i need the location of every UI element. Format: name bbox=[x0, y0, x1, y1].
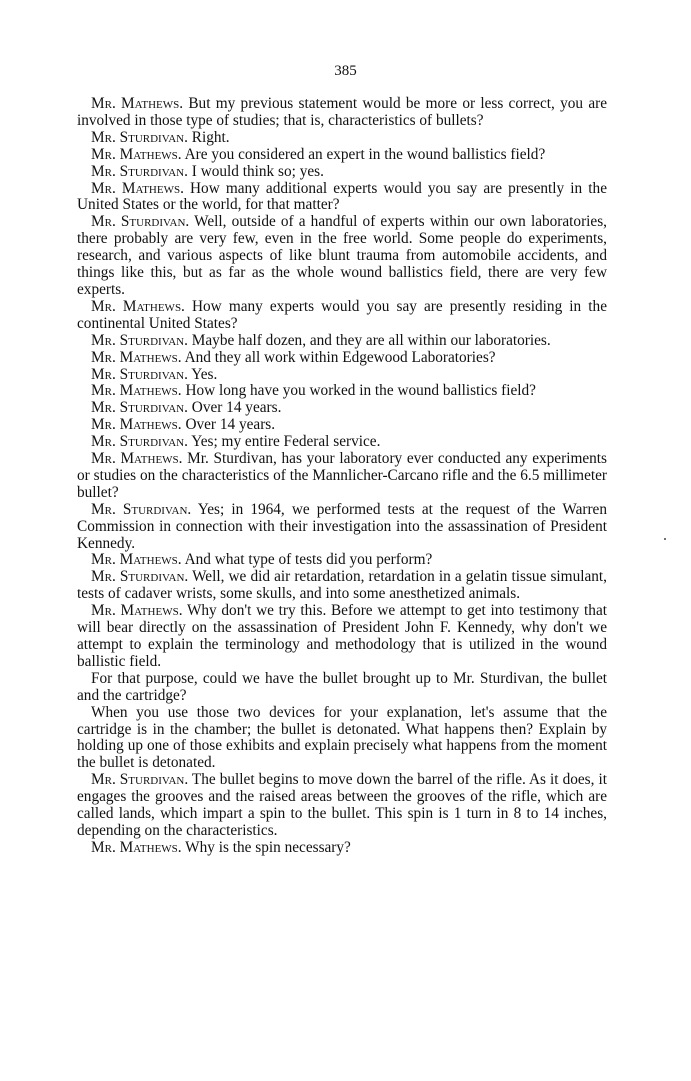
speaker-name: Mr. Mathews. bbox=[91, 416, 182, 434]
transcript-paragraph bbox=[77, 299, 607, 333]
speaker-name: Mr. Mathews. bbox=[91, 95, 184, 112]
transcript-paragraph bbox=[77, 772, 607, 840]
speaker-name: Mr. Sturdivan. bbox=[91, 331, 188, 349]
paragraph-text: Are you considered an expert in the wound ballistics field? bbox=[181, 145, 546, 163]
speaker-name: Mr. Sturdivan. bbox=[91, 568, 189, 586]
paragraph-text: Right. bbox=[187, 128, 230, 146]
transcript-paragraph bbox=[77, 671, 607, 705]
transcript-body bbox=[77, 96, 607, 857]
speaker-name: Mr. Mathews. bbox=[91, 551, 182, 569]
paragraph-text: The bullet begins to move down the barrel of the rifle. As it does, it engages the grooves and the raised areas between the grooves of the rifle, which are called lands, which impart a spin to the bullet. This spin is 1 turn in 8 to 14 inches, depending on the characteristics. bbox=[77, 771, 607, 839]
speaker-name: Mr. Sturdivan. bbox=[91, 128, 188, 146]
paragraph-text: Yes. bbox=[187, 365, 218, 383]
speaker-name: Mr. Mathews. bbox=[91, 145, 182, 163]
paragraph-text: And they all work within Edgewood Laboratories? bbox=[181, 348, 496, 366]
speaker-name: Mr. Mathews. bbox=[91, 602, 183, 620]
speaker-name: Mr. Sturdivan. bbox=[91, 500, 192, 518]
paragraph-text: Yes; my entire Federal service. bbox=[187, 433, 381, 451]
paragraph-text: Over 14 years. bbox=[181, 416, 276, 434]
transcript-paragraph bbox=[77, 181, 607, 215]
transcript-paragraph bbox=[77, 383, 607, 400]
paragraph-text: When you use those two devices for your explanation, let's assume that the cartridge is in the chamber; the bullet is detonated. What happens then? Explain by holding up one of those exhibits and explain precisely what happens from the moment the bullet is detonated. bbox=[77, 703, 607, 772]
transcript-paragraph bbox=[77, 417, 607, 434]
scan-speck bbox=[664, 538, 666, 540]
transcript-paragraph bbox=[77, 400, 607, 417]
paragraph-text: Maybe half dozen, and they are all within our laboratories. bbox=[187, 331, 551, 349]
speaker-name: Mr. Mathews. bbox=[91, 838, 182, 856]
paragraph-text: How many additional experts would you say are presently in the United States or the world, for that matter? bbox=[77, 179, 607, 214]
speaker-name: Mr. Mathews. bbox=[91, 348, 182, 366]
transcript-paragraph bbox=[77, 434, 607, 451]
transcript-paragraph bbox=[77, 840, 607, 857]
paragraph-text: How many experts would you say are presently residing in the continental United States? bbox=[77, 297, 607, 332]
paragraph-text: Over 14 years. bbox=[187, 399, 282, 417]
paragraph-text: Why is the spin necessary? bbox=[181, 838, 351, 856]
speaker-name: Mr. Sturdivan. bbox=[91, 399, 188, 417]
transcript-paragraph bbox=[77, 164, 607, 181]
speaker-name: Mr. Sturdivan. bbox=[91, 162, 188, 180]
transcript-paragraph bbox=[77, 502, 607, 553]
transcript-paragraph bbox=[77, 214, 607, 299]
transcript-paragraph bbox=[77, 367, 607, 384]
transcript-paragraph bbox=[77, 603, 607, 671]
transcript-paragraph bbox=[77, 147, 607, 164]
speaker-name: Mr. Mathews. bbox=[91, 450, 183, 468]
paragraph-text: I would think so; yes. bbox=[187, 162, 324, 180]
speaker-name: Mr. Mathews. bbox=[91, 297, 185, 315]
transcript-paragraph bbox=[77, 333, 607, 350]
transcript-paragraph bbox=[77, 96, 607, 130]
transcript-paragraph bbox=[77, 569, 607, 603]
transcript-paragraph bbox=[77, 130, 607, 147]
speaker-name: Mr. Sturdivan. bbox=[91, 365, 188, 383]
speaker-name: Mr. Sturdivan. bbox=[91, 771, 189, 789]
paragraph-text: Well, we did air retardation, retardation in a gelatin tissue simulant, tests of cadaver wrists, some skulls, and into some anesthetized animals. bbox=[77, 568, 607, 603]
speaker-name: Mr. Sturdivan. bbox=[91, 213, 190, 231]
paragraph-text: Why don't we try this. Before we attempt to get into testimony that will bear directly on the assassination of President John F. Kennedy, why don't we attempt to explain the terminology and methodology that is utilized in the wound ballistic field. bbox=[77, 602, 607, 670]
paragraph-text: Yes; in 1964, we performed tests at the request of the Warren Commission in connection with their investigation into the assassination of President Kennedy. bbox=[77, 500, 607, 552]
paragraph-text: And what type of tests did you perform? bbox=[181, 551, 433, 569]
paragraph-text: Mr. Sturdivan, has your laboratory ever conducted any experiments or studies on the characteristics of the Mannlicher-Carcano rifle and the 6.5 millimeter bullet? bbox=[77, 450, 607, 501]
speaker-name: Mr. Mathews. bbox=[91, 179, 184, 197]
page-number: 385 bbox=[334, 63, 357, 79]
paragraph-text: Well, outside of a handful of experts within our own laboratories, there probably are very few, even in the free world. Some people do experiments, research, and various aspects of like blunt trauma from automobile accidents, and things like this, but as far as the whole wound ballistics field, there are very few experts. bbox=[77, 213, 607, 298]
transcript-paragraph bbox=[77, 552, 607, 569]
paragraph-text: How long have you worked in the wound ballistics field? bbox=[181, 382, 536, 400]
transcript-paragraph bbox=[77, 705, 607, 773]
transcript-paragraph bbox=[77, 451, 607, 502]
transcript-paragraph bbox=[77, 350, 607, 367]
paragraph-text: For that purpose, could we have the bullet brought up to Mr. Sturdivan, the bullet and the cartridge? bbox=[77, 669, 607, 704]
speaker-name: Mr. Sturdivan. bbox=[91, 433, 188, 451]
paragraph-text: But my previous statement would be more or less correct, you are involved in those type of studies; that is, characteristics of bullets? bbox=[77, 95, 607, 129]
speaker-name: Mr. Mathews. bbox=[91, 382, 182, 400]
